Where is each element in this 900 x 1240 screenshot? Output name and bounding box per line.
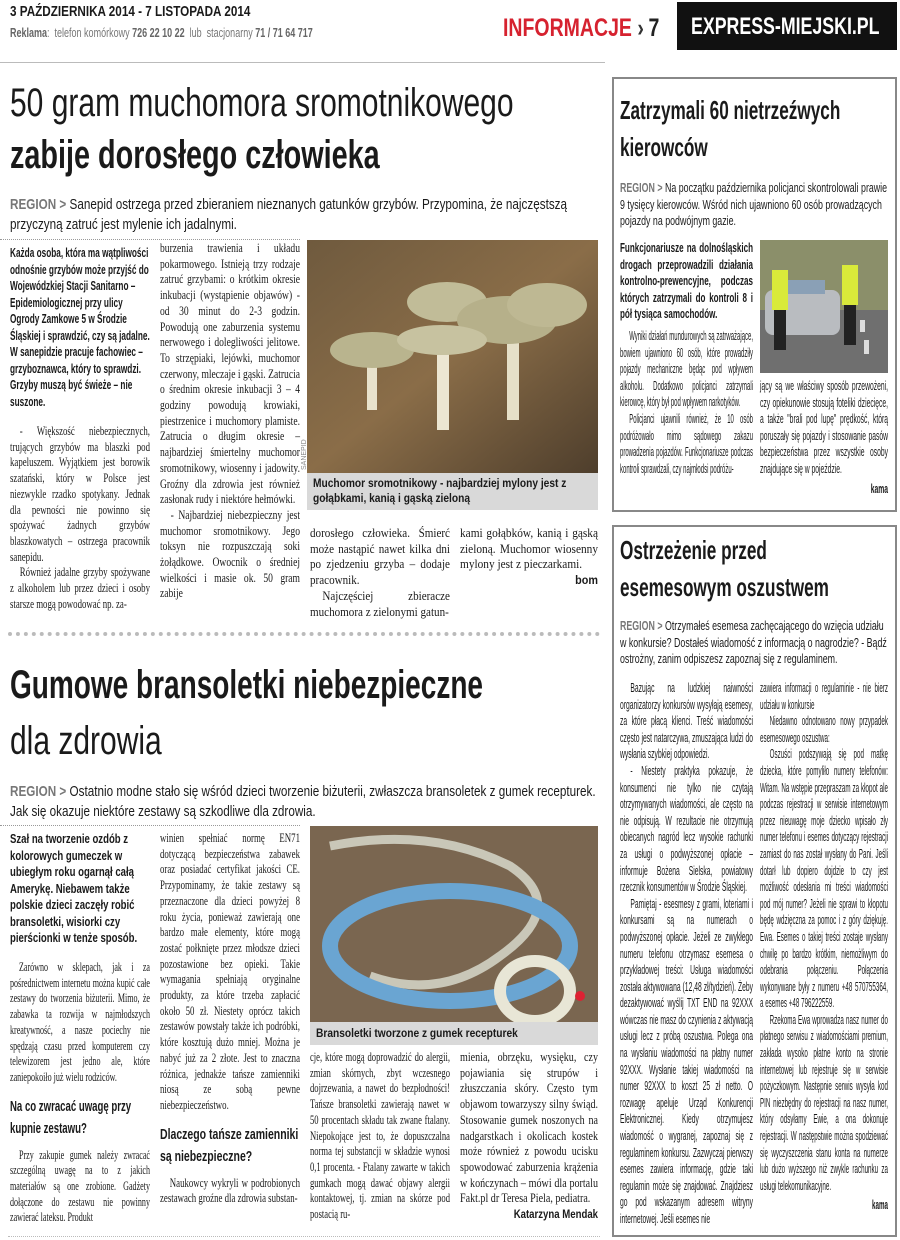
- police-image: [760, 240, 888, 373]
- chevron-right-icon: >: [59, 783, 67, 800]
- subheading: Na co zwracać uwagę przy kupnie zestawu?: [10, 1097, 132, 1137]
- paragraph: Zarówno w sklepach, jak i za pośrednictwem internetu można kupić całe zestawy do tworzenia biżuterii. Mimo, że zabawka ta rozwija w najmłodszych kreatywność, a nasze pociechy nie spędzają czasu przed komputerem czy telewizorem jest jedno ale, które zaniepokoiło już wielu rodziców.: [10, 960, 151, 1084]
- paragraph: kami gołąbków, kanią i gąską zieloną. Muchomor wiosenny mylony jest z pieczarkami.: [460, 526, 598, 572]
- paragraph: Również jadalne grzyby spożywane z alkoholem lub przez dzieci i osoby starsze mogą powodować np. za-: [10, 565, 150, 611]
- article2-col3: [310, 1050, 450, 1232]
- brand-name: EXPRESS-MIEJSKI.PL: [691, 13, 880, 40]
- author: Katarzyna Mendak: [513, 1207, 598, 1222]
- author: kama: [870, 480, 888, 496]
- section-name: INFORMACJE: [503, 14, 632, 42]
- ad-label: Reklama: [10, 26, 48, 40]
- ad-landline-text: stacjonarny: [206, 26, 253, 40]
- box1-title: Zatrzymali 60 nietrzeźwych kierowców: [620, 95, 841, 162]
- article2-col1: [10, 960, 150, 1232]
- photo-credit: SANEPID: [301, 439, 308, 470]
- article1-col4: [460, 526, 598, 623]
- ad-or: lub: [189, 26, 202, 40]
- box1-title-box: [620, 92, 890, 170]
- paragraph: cje, które mogą doprowadzić do alergii, zmian skórnych, zbyt wczesnego dojrzewania, a nawet do bezpłodności! Tańsze bransoletki zawierają nawet w 50 procentach składu tak zwane ftalany. Niepokojące jest to, że dopuszczalna norma tej substancji w składzie wynosi 0,1 procenta. - Ftalany zawarte w takich gumkach mogą dawać objawy alergii kontaktowej, tj. zmian na skórze pod postacią ru-: [310, 1050, 450, 1222]
- page-number: 7: [648, 14, 660, 42]
- article-separator: [8, 632, 600, 636]
- issue-date: 3 PAŹDZIERNIKA 2014 - 7 LISTOPADA 2014: [10, 3, 251, 20]
- subheading: Dlaczego tańsze zamienniki są niebezpieczne?: [160, 1125, 299, 1165]
- region-label: REGION: [10, 783, 57, 800]
- paragraph: Naukowcy wykryli w podrobionych zestawach groźne dla zdrowia substan-: [160, 1175, 300, 1206]
- article2-sidebar-box: [10, 831, 150, 951]
- lead-text: Ostatnio modne stało się wśród dzieci tworzenie biżuterii, zwłaszcza bransoletek z gumek recepturek. Jak się okazuje niektóre zestawy są szkodliwe dla zdrowia.: [10, 783, 596, 820]
- chevron-right-icon: >: [657, 180, 663, 195]
- paragraph: zawiera informacji o regulaminie - nie bierz udziału w konkursie: [760, 680, 888, 712]
- article1-title-line1-box: [10, 80, 600, 128]
- article1-title-line1: 50 gram muchomora sromotnikowego: [10, 81, 514, 125]
- article2-lead: [10, 782, 600, 823]
- article1-title-line2-box: [10, 132, 600, 180]
- box1-lead: [620, 180, 888, 234]
- chevron-right-icon: >: [59, 196, 67, 213]
- chevron-right-icon: >: [657, 618, 663, 633]
- box1-intro-box: [620, 240, 753, 325]
- section-label: [503, 14, 671, 43]
- paragraph: - Większość niebezpiecznych, trujących grzybów ma blaszki pod kapeluszem. Wyjątkiem jest borowik szatański, który w Polsce jest niezwykle rzadko spotykany. Jednak dla pewności nie powinno się spożywać żadnych grzybów blaszkowatych – ostrzega pracownik sanepidu.: [10, 424, 150, 564]
- article2-title-line2: dla zdrowia: [10, 719, 162, 763]
- box1-col1: [620, 328, 753, 508]
- article2-col2: [160, 831, 300, 1232]
- paragraph: mienia, obrzęku, wysięku, czy pojawiania się strupów i złuszczania skóry. Często tym objawom towarzyszy silny świąd. Stosowanie gumek noszonych na nadgarstkach i okolicach kostek może również z powodu ucisku spowodować zaburzenia krążenia w kończynach – mówi dla portalu Fakt.pl dr Teresa Piela, pediatra.: [460, 1050, 598, 1206]
- photo-caption: Muchomor sromotnikowy - najbardziej mylony jest z gołąbkami, kanią i gąską zieloną: [313, 476, 567, 505]
- region-label: REGION: [10, 196, 57, 213]
- ad-landline: 71 / 71 64 717: [255, 26, 313, 40]
- author: kama: [872, 1197, 888, 1213]
- region-label: REGION: [620, 180, 655, 195]
- article1-sidebar-box: [10, 245, 150, 417]
- paragraph: - Najbardziej niebezpieczny jest muchomor sromotnikowy. Jego toksyn nie rozpuszczają soki żołądkowe. Owocnik o średniej wielkości i masie ok. 50 gram zabije: [160, 507, 300, 601]
- paragraph: winien spełniać normę EN71 dotyczącą bezpieczeństwa zabawek oraz posiadać certyfikat jakości CE. Przypominamy, że takie zestawy są przeznaczone dla dzieci powyżej 8 roku życia, ponieważ zawierają one bardzo małe elementy, które mogą zostać połknięte przez młodsze dzieci pozostawione bez opieki. Takie wymagania spełniają oryginalne produkty, za które trzeba zapłacić około 50 zł. Niestety oprócz takich zestawów powstały także ich podróbki, które kosztują dużo mniej. Można je nabyć już za 2 złote. Jest to znaczna różnica, jednakże tańsze zamienniki niosą ze sobą pewne niebezpieczeństwo.: [160, 831, 300, 1112]
- paragraph: burzenia trawienia i układu pokarmowego. Istnieją trzy rodzaje zatruć grzybami: o krótkim okresie inkubacji (wystąpienie objawów) - od 30 minut do 2-3 godzin. Powodują one zaburzenia systemu nerwowego i dolegliwości jelitowe. To strzępiaki, lejówki, muchomor czerwony, mleczaje i gąski. Zatrucia o średnim okresie inkubacji 3 – 4 godziny powodują krowiaki, piestrzenice i muchomory plamiste. Zatrucia o długim okresie – najbardziej śmiertelny muchomor sromotnikowy, wiosenny i jadowity. Groźny dla zdrowia jest również zasłonak rudy i niektóre hełmówki.: [160, 241, 300, 507]
- mushroom-photo: [307, 240, 598, 473]
- photo-caption: Bransoletki tworzone z gumek recepturek: [316, 1026, 518, 1040]
- box1-intro: Funkcjonariusze na dolnośląskich drogach przeprowadzili działania kontrolno-prewencyjne, podczas których zatrzymali do kontroli 8 i pół tysiąca samochodów.: [620, 240, 753, 322]
- lead-text: Sanepid ostrzega przed zbieraniem nieznanych gatunków grzybów. Przypomina, że najczęstszą przyczyną zatruć jest mylenie ich jadalnymi.: [10, 196, 568, 233]
- chevron-right-icon: ›: [637, 14, 644, 42]
- lead-text: Na początku października policjanci skontrolowali prawie 9 tysięcy kierowców. Wśród nich ujawniono 60 osób prowadzących pojazdy na podwójnym gazie.: [620, 180, 888, 229]
- paragraph: jący są we właściwy sposób przewożeni, czy opiekunowie stosują foteliki dziecięce, a także "brali pod lupę" prędkość, którą poruszały się pojazdy i stosowanie pasów bezpieczeństwa przez wszystkie osoby znajdujące się w pojeździe.: [760, 378, 888, 476]
- paragraph: Policjanci ujawnili również, że 10 osób podróżowało mimo sądowego zakazu prowadzenia pojazdów. Funkcjonariusze podczas kontroli sprawdzali, czy najmłodsi podróżu-: [620, 410, 753, 476]
- article2-sidebar: Szał na tworzenie ozdób z kolorowych gumeczek w ubiegłym roku ogarnął całą Amerykę. Niebawem także polskie dzieci zaczęły robić bransoletki, wisiorki czy pierścionki w tenże sposób.: [10, 831, 138, 945]
- photo-caption-box: [313, 476, 592, 507]
- dotted-divider: [0, 825, 300, 826]
- paragraph: Rzekoma Ewa wprowadza nasz numer do płatnego serwisu z wiadomościami premium, zakłada wysoko płatne konto na stronie internetowej lub rejestruje się w serwisie pożyczkowym. Następnie serwis wysyła kod PIN niezbędny do rejestracji na nasz numer, który odsyłamy Ewie, a ona dokonuje rejestracji. W następstwie można spodziewać się wyczyszczenia stanu konta na numerze lub dużo wyższego niż zwykle rachunku za usługi telekomunikacyjne.: [760, 1011, 888, 1193]
- article1-title-line2: zabije dorosłego człowieka: [10, 133, 380, 177]
- paragraph: Przy zakupie gumek należy zwracać szczególną uwagę na to z jakich materiałów są one zrobione. Gadżety dołączone do zestawu nie powinny zawierać lateksu. Produkt: [10, 1147, 151, 1225]
- header-divider: [0, 62, 605, 63]
- author: bom: [575, 573, 598, 588]
- paragraph: - Niestety praktyka pokazuje, że konsumenci nie tylko nie czytają otrzymywanych wiadomości, ale często na nie odpisują. W rezultacie nie otrzymują obiecanych nagród lecz wysokie rachunki za usługi o podwyższonej opłacie – informuje Bożena Sielska, powiatowy rzecznik konsumentów w Środzie Śląskiej.: [620, 762, 753, 895]
- photo-caption-box: [316, 1026, 592, 1042]
- box2-title: Ostrzeżenie przed esemesowym oszustwem: [620, 535, 829, 602]
- paragraph: dorosłego człowieka. Śmierć może nastąpić nawet kilka dni po zjedzeniu grzyba – dodaje pracownik.: [310, 526, 450, 588]
- region-label: REGION: [620, 618, 655, 633]
- paragraph: Pamiętaj - esesmesy z grami, loteriami i konkursami są na numerach o podwyższonej opłacie. Jeżeli ze zwykłego numeru telefonu otrzymasz esemesa o przykładowej treści: Usługa wiadomości została aktywowana (12,48 zł/tydzień). Żeby dezaktywować wyślij TXT END na 92XXX wówczas nie masz do czynienia z aktywacją usługi lecz z próbą oszustwa. Polega ona na wysłaniu wiadomości na płatny numer 92XXX. Wysłanie takiej wiadomości na numer 92XXX to koszt 25 zł netto. O rozwagę apeluje Urząd Konkurencji Elektronicznej. Kiedy otrzymujesz wiadomość o wygranej, zapoznaj się z regulaminem konkursu. Zazwyczaj pierwszy esemes zawiera informację, gdzie taki regulamin może się znajdować. Znajdziesz go pod wskazanym adresem witryny internetowej. Jeśli esemes nie: [620, 895, 753, 1226]
- box2-lead: [620, 618, 888, 674]
- paragraph: Niedawno odnotowano nowy przypadek esemesowego oszustwa:: [760, 713, 888, 745]
- paragraph: Najczęściej zbieracze muchomora z zielonymi gatun-: [310, 588, 450, 619]
- article2-title-line1: Gumowe bransoletki niebezpieczne: [10, 663, 484, 707]
- police-photo: [760, 240, 888, 373]
- brand-logo: [677, 2, 897, 50]
- bottom-divider: [8, 1236, 600, 1237]
- article1-lead: [10, 195, 600, 236]
- mushroom-image: [307, 240, 598, 473]
- box2-col2: [760, 680, 888, 1230]
- paragraph: Bazując na ludzkiej naiwności organizatorzy konkursów wysyłają esemesy, za które płacą klienci. Treść wiadomości często jest natarczywa, zmuszająca ludzi do wysłania szybkiej odpowiedzi.: [620, 680, 753, 762]
- article1-col3: [310, 526, 450, 623]
- ad-mobile: 726 22 10 22: [132, 26, 185, 40]
- box2-col1: [620, 680, 753, 1230]
- article1-col1: [10, 424, 150, 624]
- bracelets-photo: [310, 826, 598, 1022]
- article1-col2: [160, 241, 300, 623]
- paragraph: Wyniki działań mundurowych są zatrważające, bowiem ujawniono 60 osób, które prowadziły pojazdy mechaniczne będąc pod wpływem alkoholu. Dodatkowo policjanci zatrzymali kierowcę, który był pod wpływem narkotyków.: [620, 328, 753, 410]
- lead-text: Otrzymałeś esemesa zachęcającego do wzięcia udziału w konkursie? Dostałeś wiadomość z informacją o nagrodzie? - Bądź ostrożny, zanim odpiszesz zapoznaj się z regulaminem.: [620, 618, 887, 667]
- article1-sidebar: Każda osoba, która ma wątpliwości odnośnie grzybów może przyjść do Wojewódzkiej Stacji Sanitarno – Epidemiologicznej przy ulicy Ogrody Zamkowe 5 w Środzie Śląskiej i sprawdzić, czy są jadalne. W sanepidzie pracuje fachowiec – grzyboznawca, który to sprawdzi. Grzyby muszą być świeże – nie suszone.: [10, 245, 150, 409]
- article2-col4: [460, 1050, 598, 1232]
- ad-contact: Reklama: telefon komórkowy 726 22 10 22 lub stacjonarny 71 / 71 64 717: [10, 26, 313, 40]
- dotted-divider: [0, 239, 300, 240]
- ad-mobile-text: telefon komórkowy: [54, 26, 130, 40]
- bracelets-image: [310, 826, 598, 1022]
- box2-title-box: [620, 532, 845, 610]
- paragraph: Oszuści podszywają się pod matkę dziecka, które pomyliło numery telefonów: Witam. Na wstępie przepraszam za kłopot ale podczas rejestracji w serwisie internetowym przez nieuwagę moje dziecko wpisało zły numer telefonu i esemes dotyczący rejestracji zamiast do nas został wysłany do Pani. Jeśli dotarł lub dopiero dojdzie to czy jest możliwość odesłania mi treści wiadomości pod mój numer? Jeżeli nie sprawi to kłopotu będę wdzięczna za pomoc i z góry dziękuję. Ewa. Esemes o takiej treści zostaje wysłany chwilę po bardzo krótkim, niemożliwym do odebrania połączeniu. Połączenia wykonywane były z numeru +48 570755364, a esemes +48 796222559.: [760, 746, 888, 1011]
- article2-title-line1-box: [10, 662, 600, 710]
- box1-col2: [760, 378, 888, 506]
- article2-title-line2-box: [10, 718, 600, 766]
